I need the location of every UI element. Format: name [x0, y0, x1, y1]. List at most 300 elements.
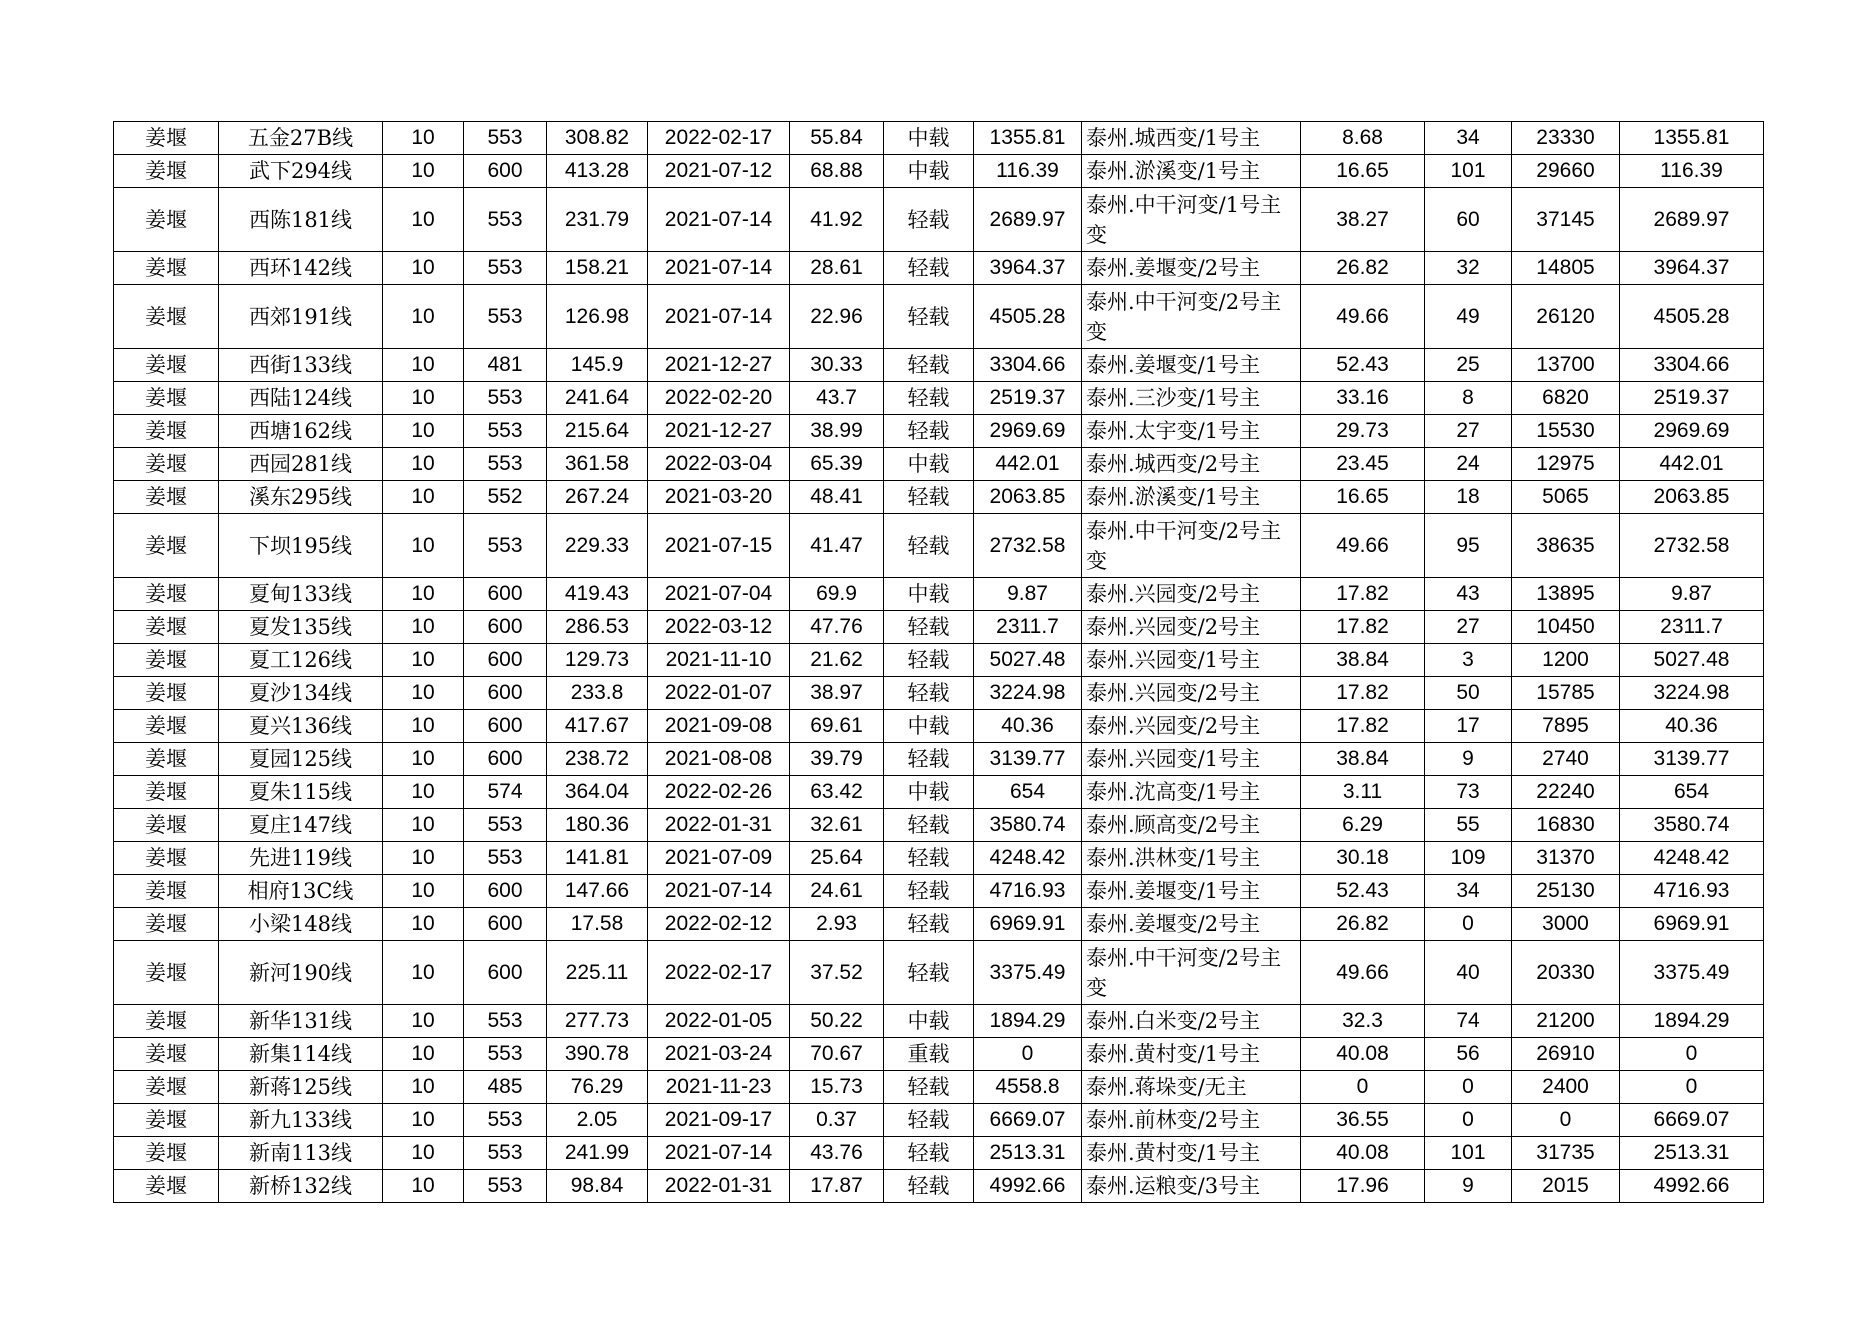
voltage-cell: 10: [383, 285, 464, 349]
remaining-capacity-cell: 0: [1620, 1038, 1764, 1071]
load-status-cell: 轻载: [884, 252, 974, 285]
table-row: [114, 776, 1764, 809]
available-capacity-cell: 4558.8: [974, 1071, 1082, 1104]
district-cell: 姜堰: [114, 776, 219, 809]
date-cell: 2021-07-14: [648, 875, 790, 908]
voltage-cell: 10: [383, 842, 464, 875]
table-row: [114, 1137, 1764, 1170]
remaining-capacity-cell: 654: [1620, 776, 1764, 809]
substation-cell: 泰州.蒋垛变/无主: [1082, 1071, 1301, 1104]
main-transformer-rate-cell: 40.08: [1301, 1038, 1425, 1071]
main-transformer-rate-cell: 16.65: [1301, 155, 1425, 188]
date-cell: 2021-08-08: [648, 743, 790, 776]
installed-capacity-cell: 16830: [1512, 809, 1620, 842]
load-status-cell: 轻载: [884, 611, 974, 644]
available-capacity-cell: 2689.97: [974, 188, 1082, 252]
available-capacity-cell: 0: [974, 1038, 1082, 1071]
user-count-cell: 101: [1425, 155, 1512, 188]
load-value-cell: 215.64: [547, 415, 648, 448]
substation-cell: 泰州.姜堰变/2号主: [1082, 252, 1301, 285]
date-cell: 2021-03-24: [648, 1038, 790, 1071]
voltage-cell: 10: [383, 1005, 464, 1038]
installed-capacity-cell: 0: [1512, 1104, 1620, 1137]
capacity-cell: 553: [464, 1137, 547, 1170]
installed-capacity-cell: 13895: [1512, 578, 1620, 611]
load-value-cell: 76.29: [547, 1071, 648, 1104]
remaining-capacity-cell: 4992.66: [1620, 1170, 1764, 1203]
main-transformer-rate-cell: 49.66: [1301, 514, 1425, 578]
available-capacity-cell: 4248.42: [974, 842, 1082, 875]
district-cell: 姜堰: [114, 677, 219, 710]
table-row: [114, 481, 1764, 514]
main-transformer-rate-cell: 23.45: [1301, 448, 1425, 481]
user-count-cell: 74: [1425, 1005, 1512, 1038]
load-status-cell: 中载: [884, 710, 974, 743]
installed-capacity-cell: 5065: [1512, 481, 1620, 514]
main-transformer-rate-cell: 0: [1301, 1071, 1425, 1104]
date-cell: 2021-11-10: [648, 644, 790, 677]
user-count-cell: 27: [1425, 611, 1512, 644]
load-status-cell: 中载: [884, 122, 974, 155]
user-count-cell: 27: [1425, 415, 1512, 448]
main-transformer-rate-cell: 26.82: [1301, 908, 1425, 941]
available-capacity-cell: 2311.7: [974, 611, 1082, 644]
voltage-cell: 10: [383, 743, 464, 776]
remaining-capacity-cell: 3964.37: [1620, 252, 1764, 285]
load-rate-cell: 69.61: [790, 710, 884, 743]
capacity-cell: 481: [464, 349, 547, 382]
installed-capacity-cell: 2015: [1512, 1170, 1620, 1203]
substation-cell: 泰州.城西变/1号主: [1082, 122, 1301, 155]
date-cell: 2021-11-23: [648, 1071, 790, 1104]
voltage-cell: 10: [383, 677, 464, 710]
load-rate-cell: 17.87: [790, 1170, 884, 1203]
table-body: [114, 122, 1764, 1203]
capacity-cell: 553: [464, 514, 547, 578]
district-cell: 姜堰: [114, 578, 219, 611]
capacity-cell: 553: [464, 842, 547, 875]
user-count-cell: 17: [1425, 710, 1512, 743]
district-cell: 姜堰: [114, 122, 219, 155]
table-row: [114, 1005, 1764, 1038]
user-count-cell: 34: [1425, 875, 1512, 908]
substation-cell: 泰州.中干河变/2号主变: [1082, 941, 1301, 1005]
user-count-cell: 25: [1425, 349, 1512, 382]
load-rate-cell: 47.76: [790, 611, 884, 644]
main-transformer-rate-cell: 38.27: [1301, 188, 1425, 252]
table-row: [114, 122, 1764, 155]
load-status-cell: 轻载: [884, 188, 974, 252]
available-capacity-cell: 9.87: [974, 578, 1082, 611]
capacity-cell: 600: [464, 677, 547, 710]
substation-cell: 泰州.兴园变/2号主: [1082, 611, 1301, 644]
capacity-cell: 600: [464, 875, 547, 908]
remaining-capacity-cell: 5027.48: [1620, 644, 1764, 677]
capacity-cell: 600: [464, 578, 547, 611]
capacity-cell: 600: [464, 743, 547, 776]
capacity-cell: 552: [464, 481, 547, 514]
table-row: [114, 1071, 1764, 1104]
district-cell: 姜堰: [114, 349, 219, 382]
load-value-cell: 129.73: [547, 644, 648, 677]
line-name-cell: 西环142线: [219, 252, 383, 285]
voltage-cell: 10: [383, 611, 464, 644]
load-status-cell: 轻载: [884, 875, 974, 908]
load-status-cell: 轻载: [884, 677, 974, 710]
available-capacity-cell: 116.39: [974, 155, 1082, 188]
available-capacity-cell: 4505.28: [974, 285, 1082, 349]
load-rate-cell: 22.96: [790, 285, 884, 349]
line-name-cell: 西园281线: [219, 448, 383, 481]
load-value-cell: 145.9: [547, 349, 648, 382]
date-cell: 2021-07-14: [648, 252, 790, 285]
load-rate-cell: 39.79: [790, 743, 884, 776]
user-count-cell: 73: [1425, 776, 1512, 809]
load-rate-cell: 50.22: [790, 1005, 884, 1038]
load-rate-cell: 38.99: [790, 415, 884, 448]
substation-cell: 泰州.兴园变/1号主: [1082, 644, 1301, 677]
remaining-capacity-cell: 116.39: [1620, 155, 1764, 188]
load-rate-cell: 0.37: [790, 1104, 884, 1137]
district-cell: 姜堰: [114, 285, 219, 349]
load-rate-cell: 65.39: [790, 448, 884, 481]
available-capacity-cell: 654: [974, 776, 1082, 809]
installed-capacity-cell: 3000: [1512, 908, 1620, 941]
load-value-cell: 233.8: [547, 677, 648, 710]
remaining-capacity-cell: 6969.91: [1620, 908, 1764, 941]
main-transformer-rate-cell: 26.82: [1301, 252, 1425, 285]
remaining-capacity-cell: 3139.77: [1620, 743, 1764, 776]
available-capacity-cell: 2519.37: [974, 382, 1082, 415]
load-value-cell: 141.81: [547, 842, 648, 875]
table-row: [114, 875, 1764, 908]
voltage-cell: 10: [383, 349, 464, 382]
table-row: [114, 448, 1764, 481]
capacity-cell: 553: [464, 415, 547, 448]
load-status-cell: 中载: [884, 155, 974, 188]
main-transformer-rate-cell: 17.82: [1301, 611, 1425, 644]
user-count-cell: 0: [1425, 908, 1512, 941]
line-name-cell: 新华131线: [219, 1005, 383, 1038]
remaining-capacity-cell: 4248.42: [1620, 842, 1764, 875]
available-capacity-cell: 3139.77: [974, 743, 1082, 776]
load-value-cell: 390.78: [547, 1038, 648, 1071]
district-cell: 姜堰: [114, 188, 219, 252]
installed-capacity-cell: 22240: [1512, 776, 1620, 809]
date-cell: 2021-07-09: [648, 842, 790, 875]
load-value-cell: 286.53: [547, 611, 648, 644]
main-transformer-rate-cell: 6.29: [1301, 809, 1425, 842]
substation-cell: 泰州.兴园变/1号主: [1082, 743, 1301, 776]
substation-cell: 泰州.沈高变/1号主: [1082, 776, 1301, 809]
user-count-cell: 9: [1425, 1170, 1512, 1203]
table-row: [114, 743, 1764, 776]
load-rate-cell: 48.41: [790, 481, 884, 514]
main-transformer-rate-cell: 38.84: [1301, 743, 1425, 776]
substation-cell: 泰州.兴园变/2号主: [1082, 578, 1301, 611]
available-capacity-cell: 40.36: [974, 710, 1082, 743]
main-transformer-rate-cell: 49.66: [1301, 941, 1425, 1005]
load-rate-cell: 21.62: [790, 644, 884, 677]
substation-cell: 泰州.兴园变/2号主: [1082, 710, 1301, 743]
remaining-capacity-cell: 2969.69: [1620, 415, 1764, 448]
line-name-cell: 西陈181线: [219, 188, 383, 252]
table-row: [114, 809, 1764, 842]
capacity-cell: 553: [464, 285, 547, 349]
available-capacity-cell: 4716.93: [974, 875, 1082, 908]
capacity-cell: 600: [464, 710, 547, 743]
remaining-capacity-cell: 9.87: [1620, 578, 1764, 611]
load-rate-cell: 69.9: [790, 578, 884, 611]
installed-capacity-cell: 7895: [1512, 710, 1620, 743]
line-name-cell: 西郊191线: [219, 285, 383, 349]
load-status-cell: 轻载: [884, 1104, 974, 1137]
voltage-cell: 10: [383, 908, 464, 941]
district-cell: 姜堰: [114, 875, 219, 908]
capacity-cell: 553: [464, 809, 547, 842]
date-cell: 2021-07-12: [648, 155, 790, 188]
date-cell: 2021-09-08: [648, 710, 790, 743]
load-value-cell: 126.98: [547, 285, 648, 349]
line-name-cell: 西陆124线: [219, 382, 383, 415]
main-transformer-rate-cell: 49.66: [1301, 285, 1425, 349]
load-value-cell: 308.82: [547, 122, 648, 155]
table-row: [114, 710, 1764, 743]
load-status-cell: 轻载: [884, 941, 974, 1005]
load-value-cell: 180.36: [547, 809, 648, 842]
load-status-cell: 中载: [884, 448, 974, 481]
district-cell: 姜堰: [114, 481, 219, 514]
line-name-cell: 新南113线: [219, 1137, 383, 1170]
line-name-cell: 小梁148线: [219, 908, 383, 941]
installed-capacity-cell: 15785: [1512, 677, 1620, 710]
line-name-cell: 新河190线: [219, 941, 383, 1005]
date-cell: 2021-07-14: [648, 1137, 790, 1170]
available-capacity-cell: 3964.37: [974, 252, 1082, 285]
installed-capacity-cell: 12975: [1512, 448, 1620, 481]
district-cell: 姜堰: [114, 1137, 219, 1170]
load-status-cell: 中载: [884, 578, 974, 611]
load-value-cell: 229.33: [547, 514, 648, 578]
table-row: [114, 415, 1764, 448]
line-name-cell: 新九133线: [219, 1104, 383, 1137]
table-row: [114, 188, 1764, 252]
substation-cell: 泰州.三沙变/1号主: [1082, 382, 1301, 415]
load-rate-cell: 32.61: [790, 809, 884, 842]
remaining-capacity-cell: 3224.98: [1620, 677, 1764, 710]
user-count-cell: 43: [1425, 578, 1512, 611]
voltage-cell: 10: [383, 122, 464, 155]
installed-capacity-cell: 6820: [1512, 382, 1620, 415]
user-count-cell: 9: [1425, 743, 1512, 776]
date-cell: 2021-03-20: [648, 481, 790, 514]
load-rate-cell: 15.73: [790, 1071, 884, 1104]
voltage-cell: 10: [383, 382, 464, 415]
district-cell: 姜堰: [114, 448, 219, 481]
voltage-cell: 10: [383, 875, 464, 908]
available-capacity-cell: 2732.58: [974, 514, 1082, 578]
capacity-cell: 553: [464, 122, 547, 155]
table-row: [114, 1170, 1764, 1203]
district-cell: 姜堰: [114, 252, 219, 285]
table-row: [114, 285, 1764, 349]
available-capacity-cell: 442.01: [974, 448, 1082, 481]
substation-cell: 泰州.黄村变/1号主: [1082, 1038, 1301, 1071]
district-cell: 姜堰: [114, 611, 219, 644]
line-name-cell: 新桥132线: [219, 1170, 383, 1203]
load-status-cell: 轻载: [884, 908, 974, 941]
user-count-cell: 24: [1425, 448, 1512, 481]
voltage-cell: 10: [383, 644, 464, 677]
remaining-capacity-cell: 1894.29: [1620, 1005, 1764, 1038]
date-cell: 2022-02-17: [648, 122, 790, 155]
installed-capacity-cell: 29660: [1512, 155, 1620, 188]
capacity-cell: 553: [464, 1038, 547, 1071]
installed-capacity-cell: 15530: [1512, 415, 1620, 448]
load-value-cell: 419.43: [547, 578, 648, 611]
load-value-cell: 241.64: [547, 382, 648, 415]
line-name-cell: 夏兴136线: [219, 710, 383, 743]
main-transformer-rate-cell: 17.82: [1301, 677, 1425, 710]
user-count-cell: 50: [1425, 677, 1512, 710]
voltage-cell: 10: [383, 578, 464, 611]
load-status-cell: 轻载: [884, 842, 974, 875]
remaining-capacity-cell: 40.36: [1620, 710, 1764, 743]
substation-cell: 泰州.姜堰变/1号主: [1082, 875, 1301, 908]
load-value-cell: 241.99: [547, 1137, 648, 1170]
voltage-cell: 10: [383, 188, 464, 252]
voltage-cell: 10: [383, 941, 464, 1005]
line-name-cell: 溪东295线: [219, 481, 383, 514]
installed-capacity-cell: 2400: [1512, 1071, 1620, 1104]
installed-capacity-cell: 25130: [1512, 875, 1620, 908]
line-name-cell: 新集114线: [219, 1038, 383, 1071]
load-value-cell: 417.67: [547, 710, 648, 743]
user-count-cell: 109: [1425, 842, 1512, 875]
date-cell: 2021-07-04: [648, 578, 790, 611]
available-capacity-cell: 6969.91: [974, 908, 1082, 941]
available-capacity-cell: 1894.29: [974, 1005, 1082, 1038]
available-capacity-cell: 3375.49: [974, 941, 1082, 1005]
date-cell: 2021-07-15: [648, 514, 790, 578]
line-name-cell: 夏工126线: [219, 644, 383, 677]
load-value-cell: 364.04: [547, 776, 648, 809]
remaining-capacity-cell: 2689.97: [1620, 188, 1764, 252]
district-cell: 姜堰: [114, 1071, 219, 1104]
capacity-cell: 553: [464, 1005, 547, 1038]
available-capacity-cell: 3224.98: [974, 677, 1082, 710]
date-cell: 2022-03-04: [648, 448, 790, 481]
load-status-cell: 重载: [884, 1038, 974, 1071]
voltage-cell: 10: [383, 1071, 464, 1104]
load-status-cell: 轻载: [884, 415, 974, 448]
substation-cell: 泰州.淤溪变/1号主: [1082, 155, 1301, 188]
substation-cell: 泰州.洪林变/1号主: [1082, 842, 1301, 875]
installed-capacity-cell: 31370: [1512, 842, 1620, 875]
load-rate-cell: 25.64: [790, 842, 884, 875]
load-rate-cell: 28.61: [790, 252, 884, 285]
remaining-capacity-cell: 4505.28: [1620, 285, 1764, 349]
main-transformer-rate-cell: 16.65: [1301, 481, 1425, 514]
voltage-cell: 10: [383, 481, 464, 514]
voltage-cell: 10: [383, 155, 464, 188]
load-status-cell: 中载: [884, 776, 974, 809]
load-status-cell: 轻载: [884, 743, 974, 776]
table-row: [114, 644, 1764, 677]
line-name-cell: 夏园125线: [219, 743, 383, 776]
load-value-cell: 238.72: [547, 743, 648, 776]
main-transformer-rate-cell: 52.43: [1301, 875, 1425, 908]
capacity-cell: 600: [464, 611, 547, 644]
voltage-cell: 10: [383, 252, 464, 285]
load-status-cell: 轻载: [884, 644, 974, 677]
installed-capacity-cell: 2740: [1512, 743, 1620, 776]
remaining-capacity-cell: 3375.49: [1620, 941, 1764, 1005]
table-row: [114, 252, 1764, 285]
date-cell: 2021-07-14: [648, 188, 790, 252]
voltage-cell: 10: [383, 1038, 464, 1071]
installed-capacity-cell: 38635: [1512, 514, 1620, 578]
district-cell: 姜堰: [114, 415, 219, 448]
main-transformer-rate-cell: 17.96: [1301, 1170, 1425, 1203]
capacity-cell: 553: [464, 1104, 547, 1137]
voltage-cell: 10: [383, 1170, 464, 1203]
user-count-cell: 18: [1425, 481, 1512, 514]
user-count-cell: 8: [1425, 382, 1512, 415]
line-name-cell: 五金27B线: [219, 122, 383, 155]
date-cell: 2022-02-17: [648, 941, 790, 1005]
table-row: [114, 578, 1764, 611]
installed-capacity-cell: 1200: [1512, 644, 1620, 677]
line-name-cell: 夏甸133线: [219, 578, 383, 611]
line-name-cell: 先进119线: [219, 842, 383, 875]
main-transformer-rate-cell: 29.73: [1301, 415, 1425, 448]
voltage-cell: 10: [383, 1104, 464, 1137]
user-count-cell: 55: [1425, 809, 1512, 842]
main-transformer-rate-cell: 33.16: [1301, 382, 1425, 415]
main-transformer-rate-cell: 36.55: [1301, 1104, 1425, 1137]
load-rate-cell: 70.67: [790, 1038, 884, 1071]
line-name-cell: 新蒋125线: [219, 1071, 383, 1104]
district-cell: 姜堰: [114, 382, 219, 415]
load-status-cell: 轻载: [884, 1170, 974, 1203]
user-count-cell: 0: [1425, 1104, 1512, 1137]
line-name-cell: 下坝195线: [219, 514, 383, 578]
substation-cell: 泰州.城西变/2号主: [1082, 448, 1301, 481]
date-cell: 2022-03-12: [648, 611, 790, 644]
remaining-capacity-cell: 2519.37: [1620, 382, 1764, 415]
user-count-cell: 60: [1425, 188, 1512, 252]
table-row: [114, 1038, 1764, 1071]
load-value-cell: 2.05: [547, 1104, 648, 1137]
voltage-cell: 10: [383, 448, 464, 481]
district-cell: 姜堰: [114, 1104, 219, 1137]
substation-cell: 泰州.前林变/2号主: [1082, 1104, 1301, 1137]
installed-capacity-cell: 13700: [1512, 349, 1620, 382]
user-count-cell: 0: [1425, 1071, 1512, 1104]
feeder-load-table: [113, 121, 1764, 1203]
load-status-cell: 轻载: [884, 349, 974, 382]
table-row: [114, 514, 1764, 578]
date-cell: 2022-01-31: [648, 1170, 790, 1203]
district-cell: 姜堰: [114, 155, 219, 188]
substation-cell: 泰州.运粮变/3号主: [1082, 1170, 1301, 1203]
user-count-cell: 95: [1425, 514, 1512, 578]
table-row: [114, 842, 1764, 875]
load-rate-cell: 2.93: [790, 908, 884, 941]
line-name-cell: 西街133线: [219, 349, 383, 382]
remaining-capacity-cell: 2732.58: [1620, 514, 1764, 578]
